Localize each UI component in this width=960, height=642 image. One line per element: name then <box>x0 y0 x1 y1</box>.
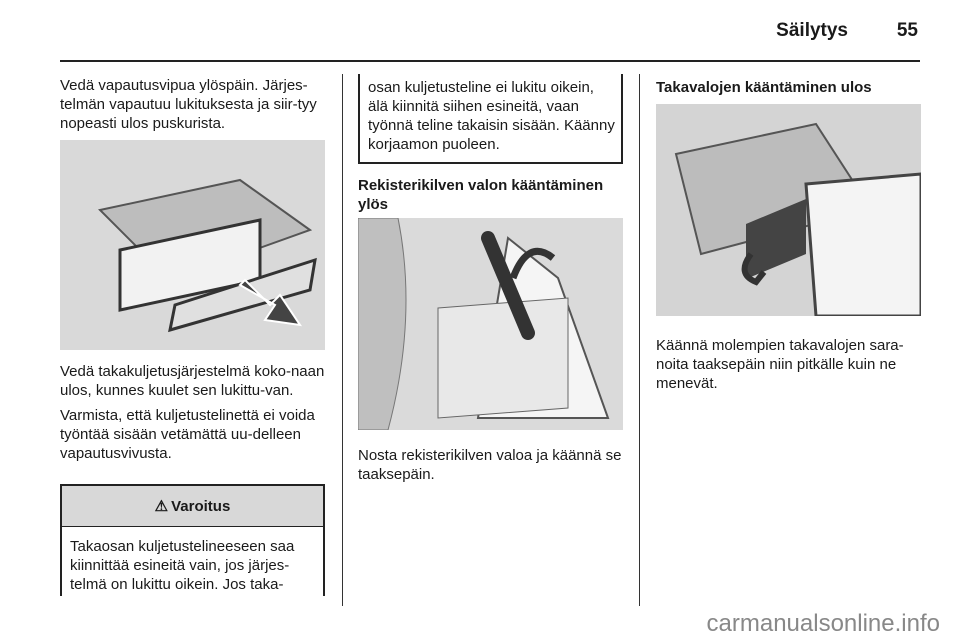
column-2-lower <box>358 446 623 490</box>
figure-taillight <box>656 104 921 316</box>
paragraph: Käännä molempien takavalojen sara-noita taaksepäin niin pitkälle kuin ne menevät. <box>656 337 904 392</box>
taillight-illustration <box>656 104 921 316</box>
figure-license-light <box>358 218 623 430</box>
column-divider <box>639 74 640 606</box>
section-heading: Takavalojen kääntäminen ulos <box>656 79 872 96</box>
section-heading: Rekisterikilven valon kääntäminen ylös <box>358 177 604 213</box>
warning-header <box>62 486 323 527</box>
column-1 <box>60 76 325 139</box>
page-title: Säilytys <box>776 20 848 41</box>
column-divider <box>342 74 343 606</box>
column-3-lower <box>656 336 921 399</box>
figure-rack-pull <box>60 140 325 350</box>
paragraph: Vedä vapautusvipua ylöspäin. Järjes-telmän vapautuu lukituksesta ja siir-tyy nopeasti ulos puskurista. <box>60 77 317 132</box>
paragraph: Vedä takakuljetusjärjestelmä koko-naan ulos, kunnes kuulet sen lukittu-van. <box>60 363 325 399</box>
rack-illustration <box>60 140 325 350</box>
warning-box <box>60 484 325 596</box>
column-3-heading <box>656 78 921 97</box>
warning-continued: osan kuljetusteline ei lukitu oikein, älä kiinnitä siihen esineitä, vaan työnnä teline takaisin sisään. Käänny korjaamon puoleen. <box>358 74 623 164</box>
license-light-illustration <box>358 218 623 430</box>
column-2-heading <box>358 176 623 214</box>
paragraph: Varmista, että kuljetustelinettä ei voida työntää sisään vetämättä uu-delleen vapautusvivusta. <box>60 407 315 462</box>
warning-icon: ⚠ <box>154 498 169 515</box>
watermark: carmanualsonline.info <box>706 610 940 637</box>
column-1-lower <box>60 362 325 469</box>
warning-title: Varoitus <box>171 497 231 515</box>
page-number: 55 <box>896 20 918 41</box>
warning-text: Takaosan kuljetustelineeseen saa kiinnittää esineitä vain, jos järjes-telmä on lukittu oikein. Jos taka- <box>70 538 295 593</box>
header-rule <box>60 60 920 62</box>
paragraph: Nosta rekisterikilven valoa ja käännä se taaksepäin. <box>358 447 622 483</box>
